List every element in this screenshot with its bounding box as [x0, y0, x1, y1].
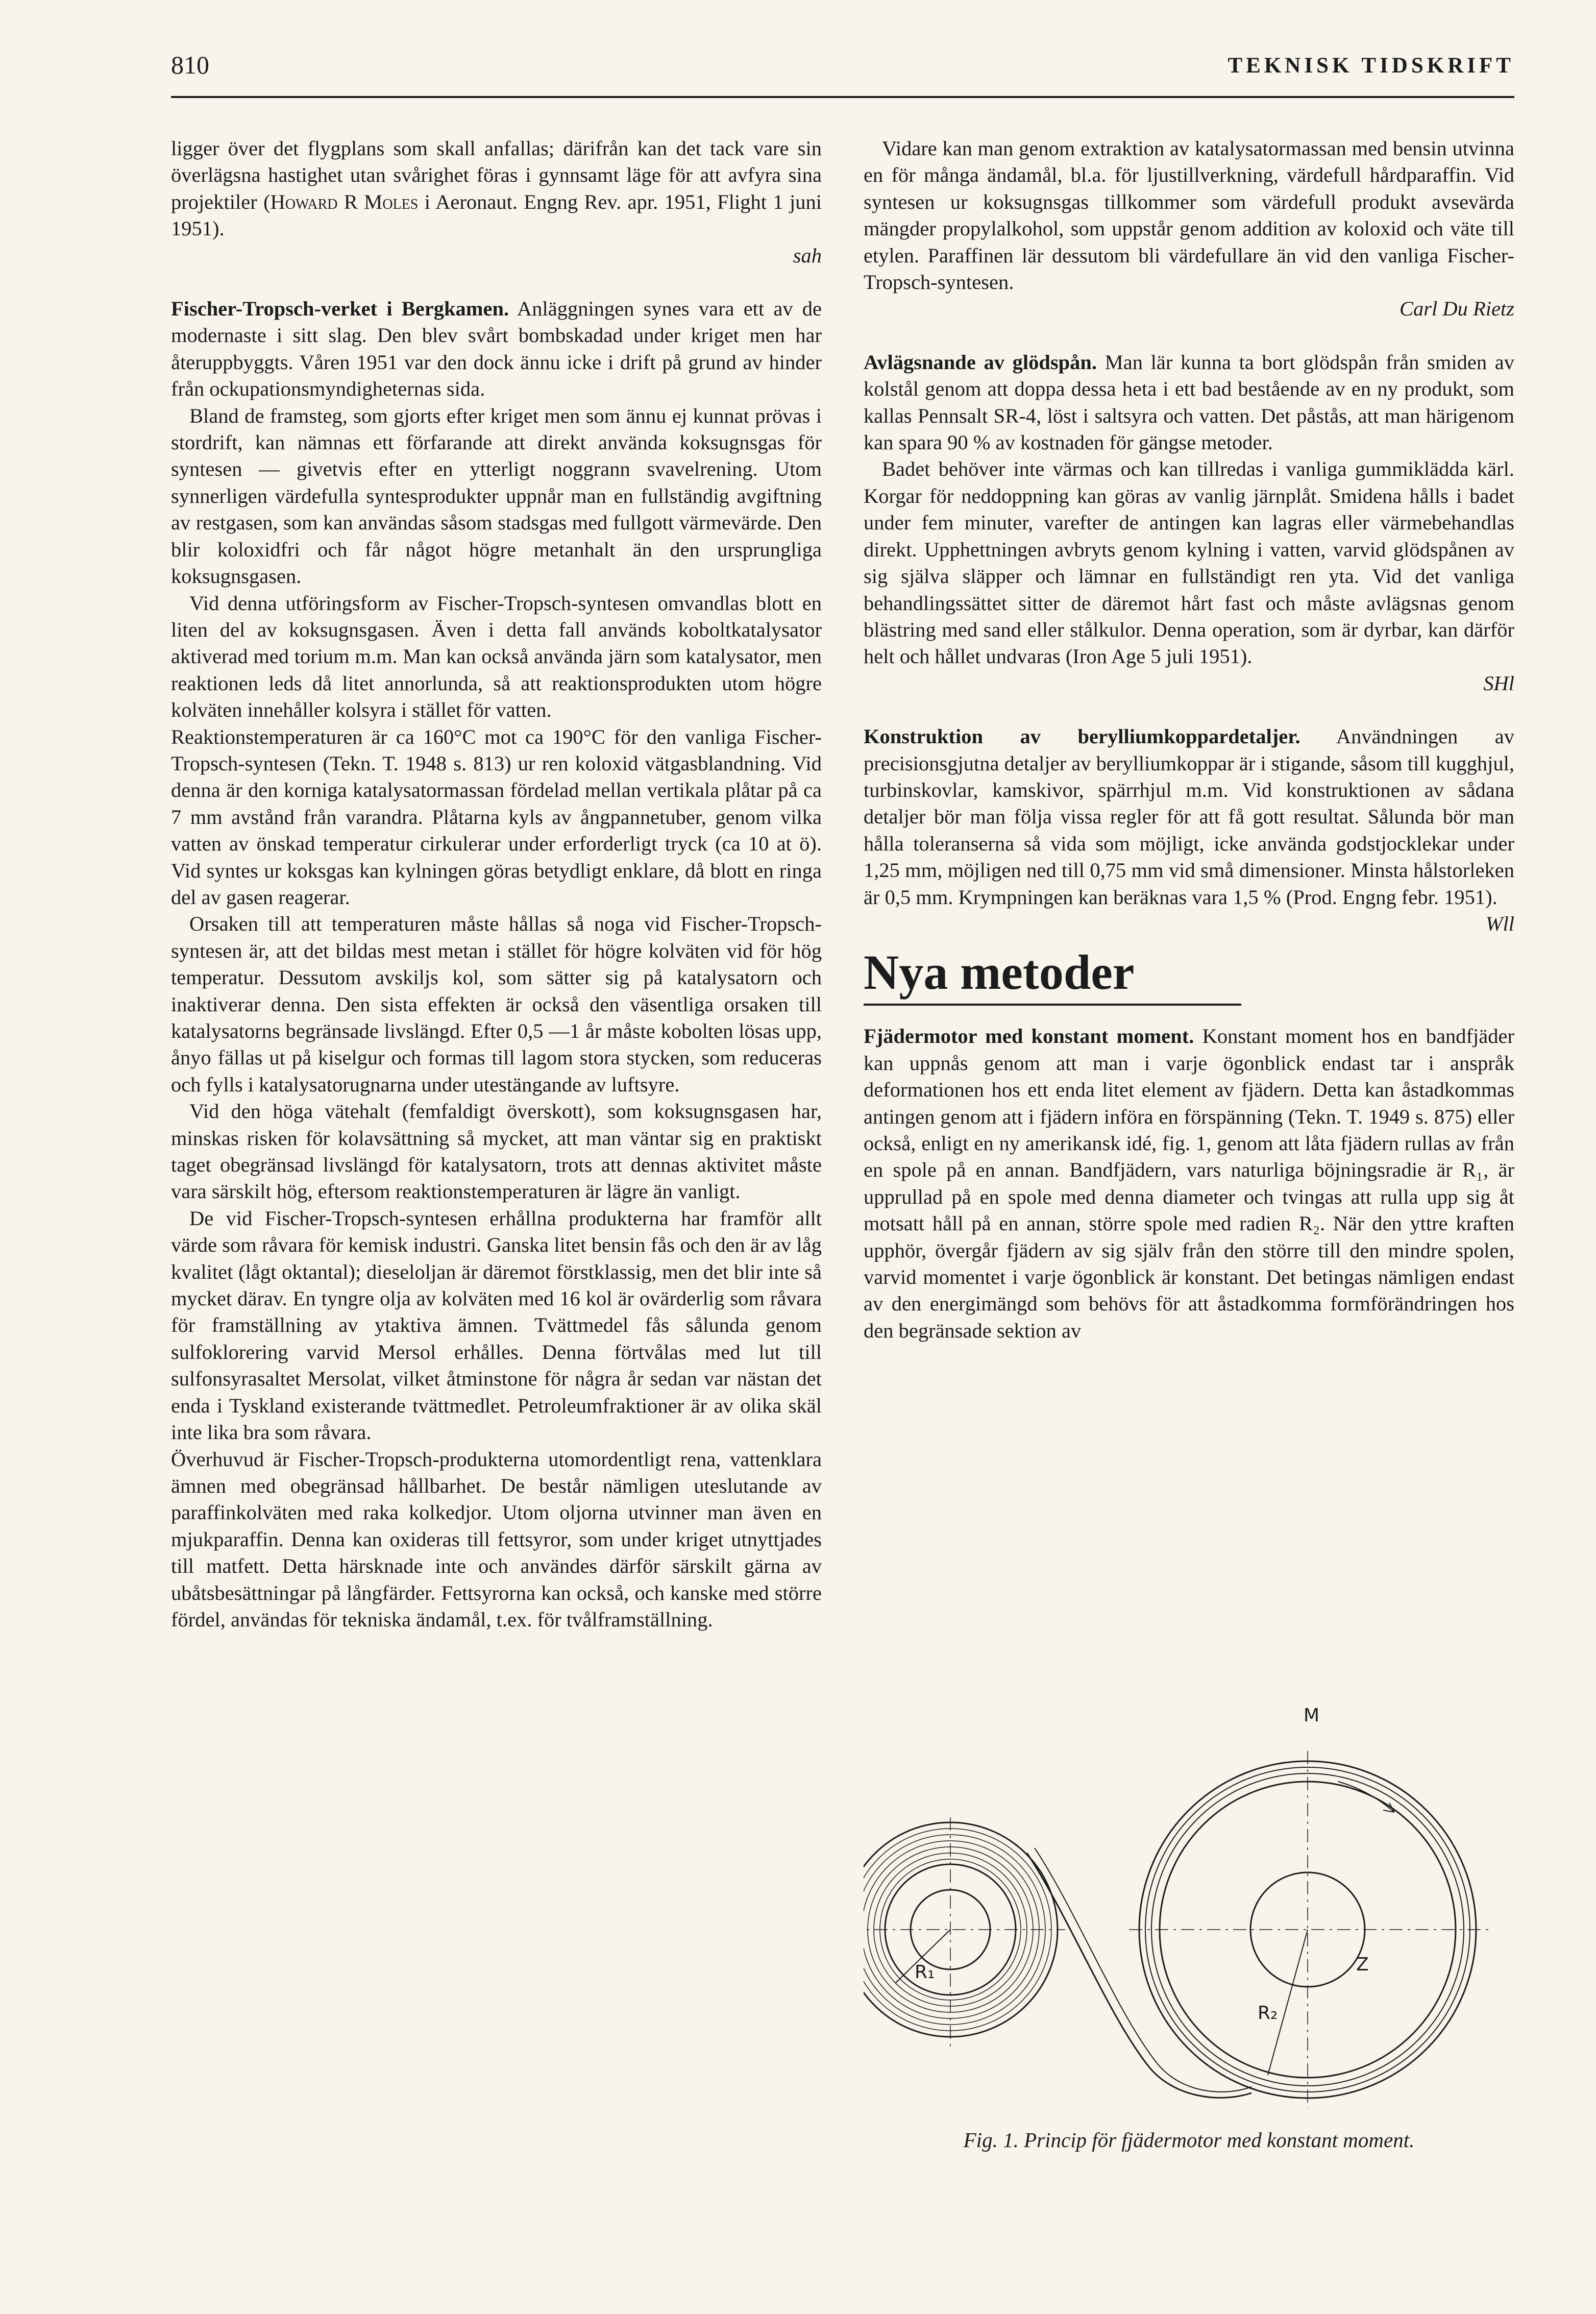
author-name: Howard R Moles: [270, 190, 419, 213]
label-r1: R₁: [915, 1962, 935, 1983]
journal-title: TEKNISK TIDSKRIFT: [1227, 54, 1514, 78]
paragraph: Reaktionstemperaturen är ca 160°C mot ca 190°C för den vanliga Fischer-Tropsch-syntesen (Tekn. T. 1948 s. 813) ur ren koloxid vätgasblandning. Vid denna är den korniga katalysatormassan fördelad mellan vertikala plåtar på ca 7 mm avstånd från varandra. Plåtarna kyls av ångpannetuber, genom vilka vatten av önskad temperatur cirkulerar under erforderligt tryck (ca 10 at ö). Vid syntes ur koksgas kan kylningen göras betydligt enklare, då blott en ringa del av gasen reagerar.: [171, 725, 822, 909]
page-number: 810: [171, 51, 209, 79]
spring-band-inner: [1035, 1848, 1251, 2092]
paragraph: De vid Fischer-Tropsch-syntesen erhållna produkterna har framför allt värde som råvara för kemisk industri. Ganska litet bensin fås och den är av låg kvalitet (lågt oktantal); dieseloljan är däremot förstklassig, men det blir inte så mycket därav. En tyngre olja av kolväten med 16 kol är ovärderlig som råvara för framställning av ytaktiva ämnen. Tvättmedel fås sålunda genom sulfoklorering varvid Mersol erhålles. Denna förtvålas med lut till sulfonsyrasaltet Mersolat, vilket åtminstone för några år sedan var nästan det enda i Tyskland existerande tvättmedlet. Petroleumfraktioner är av olika skäl inte lika bra som råvara.: [171, 1206, 822, 1444]
right-column: [864, 135, 1514, 1344]
article-glodspan: Avlägsnande av glödspån. Man lär kunna ta bort glödspån från smiden av kolstål genom att doppa dessa heta i ett bad bestående av en ny produkt, som kallas Pennsalt SR-4, löst i saltsyra och vatten. Det påstås, att man härigenom kan spara 90 % av kostnaden för gängse metoder.: [864, 350, 1514, 454]
article-title: Fischer-Tropsch-verket i Bergkamen.: [171, 297, 509, 321]
label-z: Z: [1356, 1954, 1369, 1975]
article-beryllium: Konstruktion av berylliumkoppardetaljer. Användningen av precisionsgjutna detaljer av berylliumkoppar är i stigande, såsom till kugghjul, turbinskovlar, kamskivor, spärrhjul m.m. Vid konstruktionen av sådana detaljer bör man följa vissa regler för att få gott resultat. Sålunda bör man hålla toleranserna så vida som möjligt, icke använda godstjocklekar under 1,25 mm, möjligen ned till 0,75 mm vid små dimensioner. Minsta hålstorleken är 0,5 mm. Krympningen kan beräknas vara 1,5 % (Prod. Engng febr. 1951).: [864, 725, 1514, 909]
label-m: M: [1304, 1705, 1320, 1726]
intro-paragraph: ligger över det flygplans som skall anfallas; därifrån kan det tack vare sin överlägsna hastighet utan svårighet föras i gynnsamt läge för att avfyra sina projektiler (Howard R Moles i Aeronaut. Engng Rev. apr. 1951, Flight 1 juni 1951).: [171, 137, 822, 240]
article-title: Fjädermotor med konstant moment.: [864, 1025, 1194, 1048]
center-lines: [864, 1751, 1491, 2108]
header-rule: [171, 96, 1514, 98]
article-title: Konstruktion av berylliumkoppardetaljer.: [864, 725, 1300, 748]
section-heading: Nya metoder: [864, 944, 1241, 1006]
spring-motor-figure: [864, 1700, 1514, 2129]
article-fischer-tropsch: Fischer-Tropsch-verket i Bergkamen. Anläggningen synes vara ett av de modernaste i sitt slag. Den blev svårt bombskadad under kriget men har återuppbyggts. Våren 1951 var den dock ännu icke i drift på grund av hinder från ockupationsmyndigheternas sida.: [171, 297, 822, 401]
paragraph: Badet behöver inte värmas och kan tillredas i vanliga gummiklädda kärl. Korgar för neddoppning kan göras av vanlig järnplåt. Smidena hålls i badet under fem minuter, varefter de antingen kan lagras eller värmebehandlas direkt. Upphettningen avbryts genom kylning i vatten, varvid glödspånen av sig själva släpper och lämnar en fullständigt ren yta. Vid det vanliga behandlingssättet sitter de däremot hårt fast och måste avlägsnas genom blästring med sand eller stålkulor. Denna operation, som är dyrbar, kan därför helt och hållet undvaras (Iron Age 5 juli 1951).: [864, 457, 1514, 668]
spring-band: [1027, 1853, 1251, 2098]
figure-caption: Fig. 1. Princip för fjädermotor med konstant moment.: [963, 2128, 1415, 2152]
signature: sah: [793, 243, 822, 267]
signature: Wll: [1485, 912, 1514, 935]
article-fjadermotor: Fjädermotor med konstant moment. Konstant moment hos en bandfjäder kan uppnås genom att man i varje ögonblick endast tar i anspråk deformationen hos ett enda litet element av fjädern. Detta kan åstadkommas antingen genom att i fjädern införa en förspänning (Tekn. T. 1949 s. 875) eller också, enligt en ny amerikansk idé, fig. 1, genom att låta fjädern rullas av från en spole på en annan. Bandfjädern, vars naturliga böjningsradie är R₁, är upprullad på en spole med denna diameter och tvingas att rulla upp sig åt motsatt håll på en annan, större spole med radien R₂. När den yttre kraften upphör, övergår fjädern av sig själv från den större till den mindre spolen, varvid momentet i varje ögonblick är konstant. Det betingas nämligen endast av den energimängd som behövs för att åstadkomma formförändringen hos den begränsade sektion av: [864, 1025, 1514, 1342]
paragraph: Bland de framsteg, som gjorts efter kriget men som ännu ej kunnat prövas i stordrift, kan nämnas ett förfarande att direkt använda koksugnsgas för syntesen — givetvis efter en ytterligt noggrann svavelrening. Utom synnerligen värdefulla syntesprodukter uppnår man en fullständig avgiftning av restgasen, som kan användas såsom stadsgas med fullgott värmevärde. Den blir koloxidfri och får något högre metanhalt än den ursprungliga koksugnsgasen.: [171, 404, 822, 588]
left-column: [171, 135, 822, 1633]
signature: Carl Du Rietz: [1399, 297, 1514, 321]
article-title: Avlägsnande av glödspån.: [864, 350, 1097, 374]
paragraph: Orsaken till att temperaturen måste hållas så noga vid Fischer-Tropsch-syntesen är, att det bildas mest metan i stället för högre kolväten vid för hög temperatur. Dessutom avskiljs kol, som sätter sig på katalysatorn och inaktiverar denna. Den sista effekten är också den väsentliga orsaken till katalysatorns begränsade livslängd. Efter 0,5 —1 år måste kobolten lösas upp, ånyo fällas ut på kiselgur och formas till lagom stora stycken, som reduceras och fylls i katalysatorugnarna under utestängande av luftsyre.: [171, 912, 822, 1096]
paragraph: Vid den höga vätehalt (femfaldigt överskott), som koksugnsgasen har, minskas risken för kolavsättning så mycket, att man väntar sig en praktiskt taget obegränsad livslängd för katalysatorn, trots att dennas aktivitet måste vara särskilt hög, eftersom reaktionstemperaturen är lägre än vanligt.: [171, 1100, 822, 1203]
paragraph: Överhuvud är Fischer-Tropsch-produkterna utomordentligt rena, vattenklara ämnen med obegränsad hållbarhet. De består nämligen uteslutande av paraffinkolväten med raka kolkedjor. Utom oljorna utvinner man även en mjukparaffin. Denna kan oxideras till fettsyror, som under kriget utnyttjades till matfett. Detta härsknade inte och användes därför särskilt gärna av ubåtsbesättningar på långfärder. Fettsyrorna kan också, och kanske med större fördel, användas för tekniska ändamål, t.ex. för tvålframställning.: [171, 1447, 822, 1631]
label-r2: R₂: [1258, 2003, 1278, 2024]
paragraph: Vid denna utföringsform av Fischer-Tropsch-syntesen omvandlas blott en liten del av koksugnsgasen. Även i detta fall används koboltkatalysator aktiverad med torium m.m. Man kan också använda järn som katalysator, men reaktionen leds då litet annorlunda, så att reaktionsprodukten utom högre kolväten innehåller kolsyra i stället för vatten.: [171, 591, 822, 722]
signature: SHl: [1483, 671, 1514, 695]
paragraph: Vidare kan man genom extraktion av katalysatormassan med bensin utvinna en för många ändamål, bl.a. för ljustillverkning, värdefull hårdparaffin. Vid syntesen ur koksugnsgas tillkommer som värdefull produkt avsevärda mängder propylalkohol, som uppstår genom addition av koloxid och väte till etylen. Paraffinen lär dessutom bli värdefullare än vid den vanliga Fischer-Tropsch-syntesen.: [864, 137, 1514, 294]
page-header: [171, 50, 1514, 81]
